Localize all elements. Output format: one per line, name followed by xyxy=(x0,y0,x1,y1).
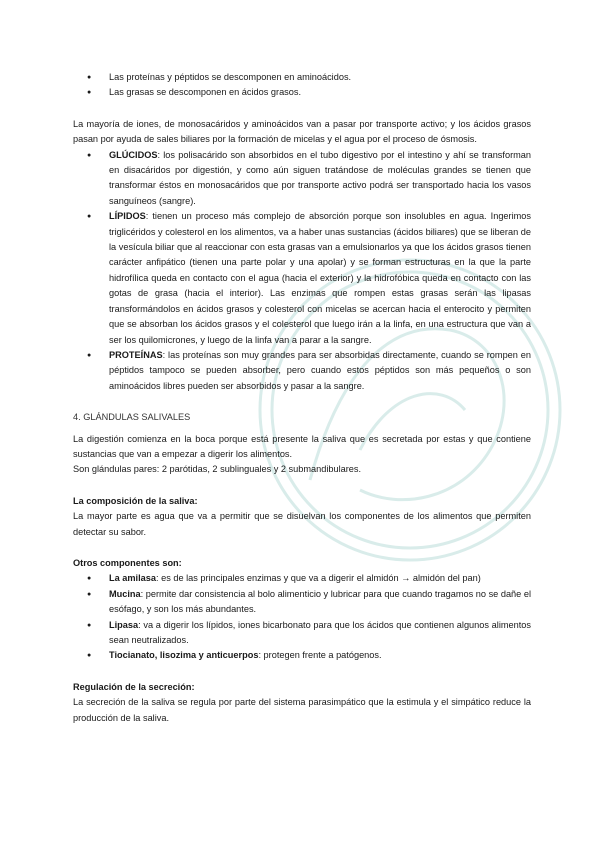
list-item: ● Las proteínas y péptidos se descomponen en aminoácidos. xyxy=(73,70,531,85)
list-item xyxy=(73,587,531,618)
term: PROTEÍNAS xyxy=(109,349,163,360)
absorption-intro: La mayoría de iones, de monosacáridos y aminoácidos van a pasar por transporte activo; y los ácidos grasos pasan por ayuda de sales biliares por la formación de micelas y el agua por el proceso de ósmosis. xyxy=(73,118,531,145)
term: Lipasa xyxy=(109,619,139,630)
list-item xyxy=(73,148,531,210)
description: : tienen un proceso más complejo de absorción porque son insolubles en agua. Ingerimos triglicéridos y colesterol en los alimentos, va a haber unas sustancias (ácidos biliares) que se liberan de la vesícula biliar que al reaccionar con esta grasas van a emulsionarlos ya que los ácidos grasos tienen carácter anfipático (tienen una parte polar y una apolar) y se forman estructuras en la que la parte hidrofílica queda en contacto con el agua (hacia el exterior) y la hidrofóbica queda en contacto con las gotas de grasa (hacia el interior). Las enzimas que rompen estas grasas serán las lipasas transformándolos en ácidos grasos y colesterol con micelas se acercan hacia el enterocito y permiten que se absorban los ácidos grasos y el colesterol que luego irán a la linfa, en una estructura que van a ser los quilomicrones, y luego de la linfa van a parar a la sangre. xyxy=(109,211,531,345)
section-paragraph: La digestión comienza en la boca porque está presente la saliva que es secretada por estas y que contiene sustancias que van a empezar a digerir los alimentos. xyxy=(73,433,531,459)
composition-heading: La composición de la saliva: xyxy=(73,495,198,506)
list-item xyxy=(73,209,531,348)
term: Tiocianato, lisozima y anticuerpos xyxy=(109,650,259,661)
section-pairs: Son glándulas pares: 2 parótidas, 2 sublinguales y 2 submandibulares. xyxy=(73,464,362,475)
document-page xyxy=(73,70,531,726)
term: LÍPIDOS xyxy=(109,211,146,222)
others-heading: Otros componentes son: xyxy=(73,557,182,568)
list-item xyxy=(73,571,531,586)
list-item xyxy=(73,348,531,394)
section-heading: 4. GLÁNDULAS SALIVALES xyxy=(73,412,191,423)
term: GLÚCIDOS xyxy=(109,149,158,160)
absorption-list xyxy=(73,148,531,395)
description: : permite dar consistencia al bolo alimenticio y lubricar para que cuando tragamos no se dañe el esófago, y son los más abundantes. xyxy=(109,588,531,615)
composition-text: La mayor parte es agua que va a permitir que se disuelvan los componentes de los alimentos que permiten detectar su sabor. xyxy=(73,511,531,537)
top-bullet-list xyxy=(73,70,531,101)
description: : va a digerir los lípidos, iones bicarbonato para que los ácidos que contienen algunos alimentos sean neutralizados. xyxy=(109,619,531,645)
term: Mucina xyxy=(109,588,141,599)
description: : los polisacárido son absorbidos en el tubo digestivo por el intestino y ahí se transforman en disacáridos por digestión, y como aún siguen tratándose de moléculas grandes se tienen que transformar éstos en monosacáridos que por transporte activo podrá ser transportado hacia los vasos sanguíneos (sangre). xyxy=(109,149,531,206)
term: La amilasa xyxy=(109,573,156,584)
description: : protegen frente a patógenos. xyxy=(258,650,382,661)
others-list xyxy=(73,571,531,663)
regulation-heading: Regulación de la secreción: xyxy=(73,681,195,692)
list-item xyxy=(73,648,531,663)
description: : es de las principales enzimas y que va a digerir el almidón → almidón del pan) xyxy=(156,573,481,584)
description: : las proteínas son muy grandes para ser absorbidas directamente, cuando se rompen en péptidos tampoco se pueden absorber, pero cuando estos péptidos son más pequeños o son aminoácidos libres pueden ser absorbidos y pasar a la sangre. xyxy=(109,349,531,391)
regulation-text: La secreción de la saliva se regula por parte del sistema parasimpático que la estimula y el simpático reduce la producción de la saliva. xyxy=(73,697,531,723)
list-item xyxy=(73,618,531,649)
list-item: ● Las grasas se descomponen en ácidos grasos. xyxy=(73,85,531,100)
